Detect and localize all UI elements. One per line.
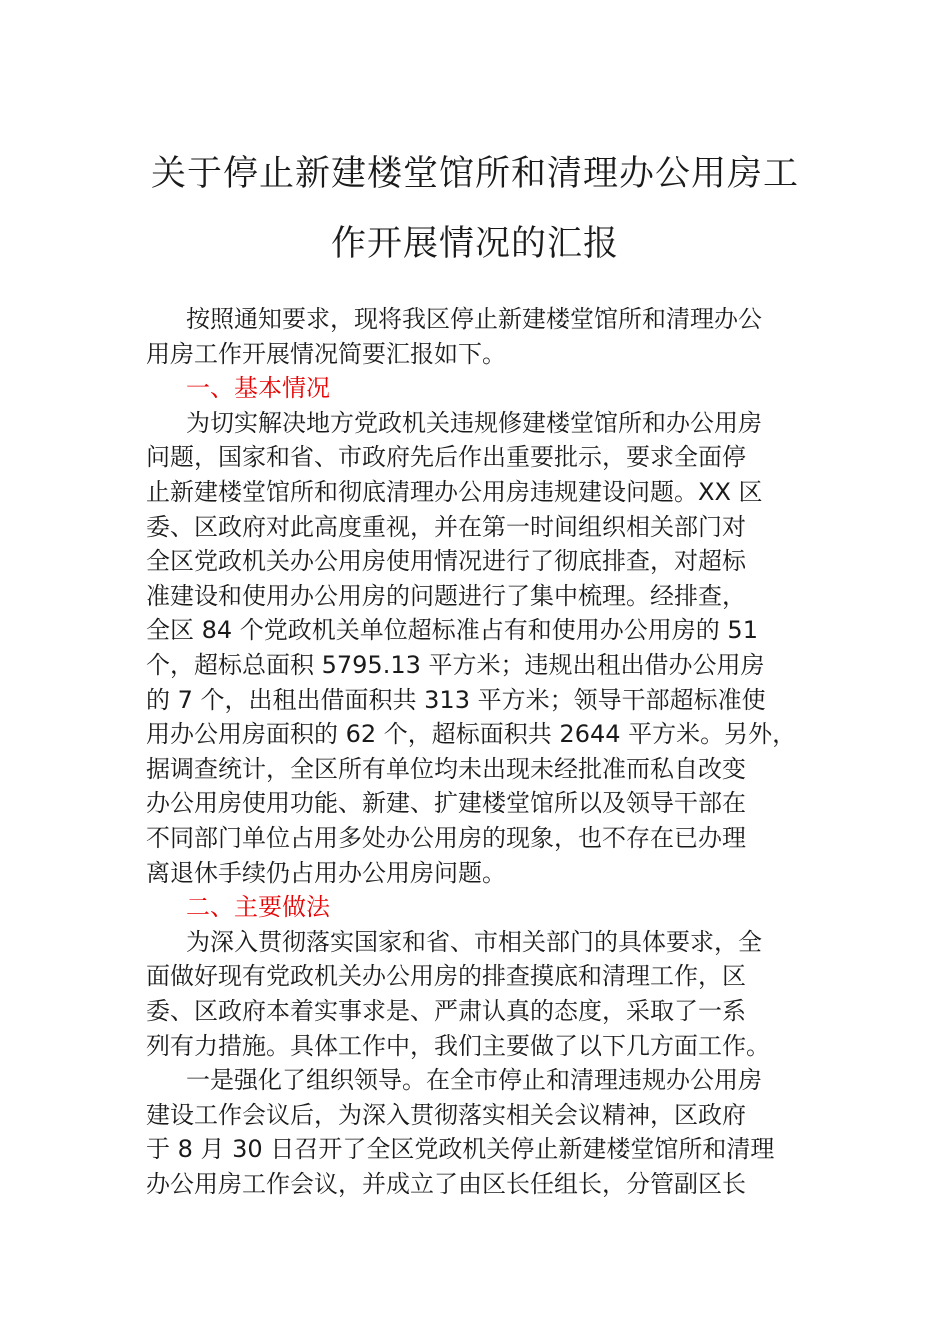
section-heading: 二、主要做法 bbox=[186, 893, 330, 921]
paragraph-line: 据调查统计，全区所有单位均未出现未经批准而私自改变 bbox=[146, 755, 746, 783]
document-title-line-2: 作开展情况的汇报 bbox=[330, 224, 619, 264]
paragraph-line: 用办公用房面积的 62 个，超标面积共 2644 平方米。另外， bbox=[146, 720, 797, 748]
paragraph-line: 止新建楼堂馆所和彻底清理办公用房违规建设问题。XX 区 bbox=[146, 478, 763, 506]
section-heading: 一、基本情况 bbox=[186, 374, 330, 402]
paragraph-line: 办公用房工作会议，并成立了由区长任组长，分管副区长 bbox=[146, 1170, 746, 1198]
paragraph-line: 准建设和使用办公用房的问题进行了集中梳理。经排查， bbox=[146, 582, 746, 610]
document-title-line-1: 关于停止新建楼堂馆所和清理办公用房工 bbox=[150, 154, 799, 194]
paragraph-line: 离退休手续仍占用办公用房问题。 bbox=[146, 859, 506, 887]
paragraph-line: 一是强化了组织领导。在全市停止和清理违规办公用房 bbox=[186, 1066, 762, 1094]
paragraph-line: 不同部门单位占用多处办公用房的现象，也不存在已办理 bbox=[146, 824, 746, 852]
paragraph-line: 问题，国家和省、市政府先后作出重要批示，要求全面停 bbox=[146, 443, 746, 471]
paragraph-line: 为切实解决地方党政机关违规修建楼堂馆所和办公用房 bbox=[186, 409, 762, 437]
paragraph-line: 为深入贯彻落实国家和省、市相关部门的具体要求，全 bbox=[186, 928, 762, 956]
paragraph-line: 委、区政府对此高度重视，并在第一时间组织相关部门对 bbox=[146, 513, 746, 541]
paragraph-line: 列有力措施。具体工作中，我们主要做了以下几方面工作。 bbox=[146, 1032, 770, 1060]
paragraph-line: 全区 84 个党政机关单位超标准占有和使用办公用房的 51 bbox=[146, 616, 758, 644]
paragraph-line: 面做好现有党政机关办公用房的排查摸底和清理工作，区 bbox=[146, 962, 746, 990]
paragraph-line: 办公用房使用功能、新建、扩建楼堂馆所以及领导干部在 bbox=[146, 789, 746, 817]
paragraph-line: 于 8 月 30 日召开了全区党政机关停止新建楼堂馆所和清理 bbox=[146, 1135, 775, 1163]
paragraph-line: 建设工作会议后，为深入贯彻落实相关会议精神，区政府 bbox=[146, 1101, 746, 1129]
paragraph-line: 全区党政机关办公用房使用情况进行了彻底排查，对超标 bbox=[146, 547, 746, 575]
paragraph-line: 委、区政府本着实事求是、严肃认真的态度，采取了一系 bbox=[146, 997, 746, 1025]
paragraph-line: 个，超标总面积 5795.13 平方米；违规出租出借办公用房 bbox=[146, 651, 765, 679]
paragraph-line: 按照通知要求，现将我区停止新建楼堂馆所和清理办公 bbox=[186, 305, 762, 333]
paragraph-line: 的 7 个，出租出借面积共 313 平方米；领导干部超标准使 bbox=[146, 686, 766, 714]
paragraph-line: 用房工作开展情况简要汇报如下。 bbox=[146, 340, 506, 368]
